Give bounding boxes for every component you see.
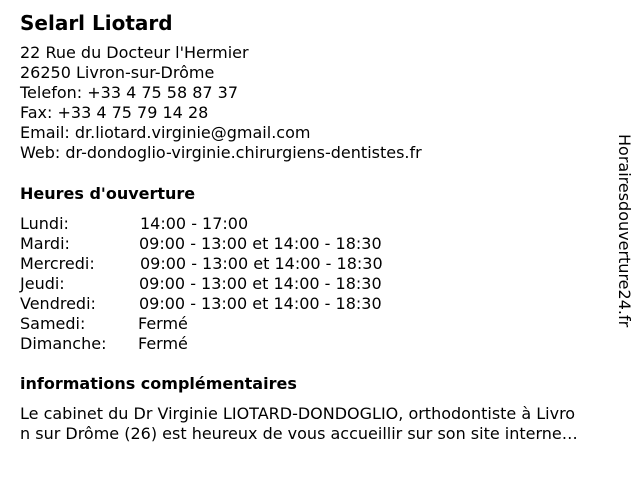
day-times: Fermé — [138, 314, 188, 333]
day-label: Vendredi: — [20, 294, 96, 313]
day-times: 09:00 - 13:00 et 14:00 - 18:30 — [140, 254, 383, 273]
day-times: Fermé — [138, 334, 188, 353]
day-label: Mercredi: — [20, 254, 95, 273]
info-text-line: Le cabinet du Dr Virginie LIOTARD-DONDOGLIO, orthodontiste à Livro — [20, 404, 576, 423]
site-watermark: Horairesdouverture24.fr — [615, 134, 634, 328]
contact-block — [20, 43, 422, 163]
additional-info-text — [20, 404, 632, 444]
website-address: Web: dr-dondoglio-virginie.chirurgiens-dentistes.fr — [20, 143, 422, 162]
day-times: 09:00 - 13:00 et 14:00 - 18:30 — [139, 274, 382, 293]
additional-info-heading: informations complémentaires — [20, 374, 297, 393]
day-label: Samedi: — [20, 314, 86, 333]
fax-number: Fax: +33 4 75 79 14 28 — [20, 103, 209, 122]
opening-hours-heading: Heures d'ouverture — [20, 184, 196, 203]
day-label: Jeudi: — [20, 274, 65, 293]
day-label: Mardi: — [20, 234, 70, 253]
day-times: 09:00 - 13:00 et 14:00 - 18:30 — [139, 234, 382, 253]
phone-number: Telefon: +33 4 75 58 87 37 — [20, 83, 239, 102]
day-label: Lundi: — [20, 214, 69, 233]
city-address: 26250 Livron-sur-Drôme — [20, 63, 215, 82]
email-address: Email: dr.liotard.virginie@gmail.com — [20, 123, 311, 142]
day-times: 09:00 - 13:00 et 14:00 - 18:30 — [139, 294, 382, 313]
business-name: Selarl Liotard — [20, 11, 173, 35]
day-times: 14:00 - 17:00 — [140, 214, 249, 233]
info-text-line: n sur Drôme (26) est heureux de vous accueillir sur son site interne… — [20, 424, 578, 443]
day-label: Dimanche: — [20, 334, 107, 353]
street-address: 22 Rue du Docteur l'Hermier — [20, 43, 249, 62]
